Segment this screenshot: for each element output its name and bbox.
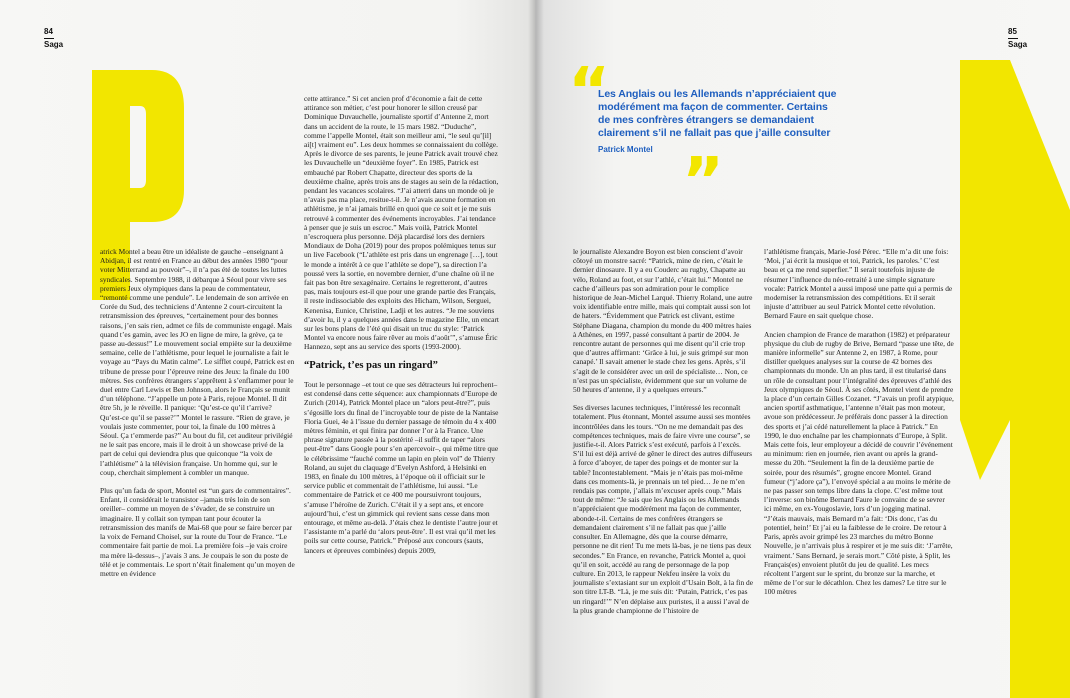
paragraph: cette attirance.” Si cet ancien prof d’économie a fait de cette attirance son métier, c’est pour honorer le sillon creusé par Dominique Duvauchelle, journaliste sportif d’Antenne 2, mort dans un accident de la route, le 15 mars 1982. “Duduche”, comme l’appelle Montel, était son meilleur ami, “le seul qu’[il] ai[t] vraiment eu”. Les deux hommes se connaissaient du collège. Après le divorce de ses parents, le jeune Patrick avait trouvé chez les Duvauchelle un “deuxième foyer”. En 1985, Patrick est embauché par Robert Chapatte, directeur des sports de la deuxième chaîne, après trois ans de stages au sein de la rédaction, pendant les vacances scolaires. “J’ai atterri dans un monde où je n’avais pas ma place, resitue-t-il. Je n’avais aucune formation en athlétisme, je n’ai jamais brillé en quoi que ce soit et je me suis retrouvé à commenter des événements incroyables. J’ai tendance à penser que je suis un escroc.” Mais voilà, Patrick Montel n’escroquera plus personne. Déjà placardisé lors des derniers Mondiaux de Doha (2019) pour des propos polémiques tenus sur un live Facebook (“L’athlète est pris dans un engrenage […], tout le monde a intérêt à ce que l’athlète se dope”), sa direction l’a poussé vers la sortie, en novembre dernier, d’une chaîne où il ne fait pas bon être sexagénaire. Certains le regretteront, d’autres pas, mais toujours est-il que pour une grande partie des Français, il reste indissociable des exploits des Hicham, Wilson, Serguei, Kenenisa, Eunice, Christine, Ladji et les autres. “Je me souviens d’avoir lu, il y a quelques années dans le magazine Elle, un encart sur les bons plans de l’été qui disait un truc du style: ‘Patrick Montel va encore nous faire rêver au mois d’août’”, s’amuse Éric Hannezo, sept ans au service des sports (1993-2000). (304, 94, 499, 352)
pull-quote-author: Patrick Montel (598, 145, 653, 154)
section-label: Saga (1008, 40, 1028, 49)
paragraph: Ancien champion de France de marathon (1982) et préparateur physique du club de rugby de Brive, Bernard “passe une tête, de manière informelle” sur Antenne 2, en 1987, à Rome, pour distiller quelques analyses sur la course de 42 bornes des championnats du monde. Un an plus tard, il est titularisé dans un rôle de consultant pour l’intégralité des épreuves d’athlé des Jeux olympiques de Séoul. À ses côtés, Montel vient de prendre la place d’un certain Gilles Cozanet. “J’avais un profil atypique, ancien sportif asthmatique, l’antenne n’était pas mon moteur, avoue son prédécesseur. Je préférais donc passer à la direction des sports et j’ai cédé naturellement la place à Patrick.” En 1990, le duo enchaîne par les championnats d’Europe, à Split. Mais cette fois, leur employeur a décidé de couvrir l’événement au minimum: rien en journée, rien avant ou après la grand-messe du 20h. “Seulement la fin de la deuxième partie de soirée, pour des résumés”, grogne encore Montel. Grand fumeur (“j’adore ça”), l’envoyé spécial a au moins le mérite de ne pas passer son temps libre dans la clope. C’est même tout l’inverse: son binôme Bernard Faure le convainc de se sevrer ici même, en ex-Yougoslavie, lors d’un jogging matinal. “J’étais mauvais, mais Bernard m’a fait: ‘Dis donc, t’as du potentiel, hein!’ Et j’ai eu la faiblesse de le croire. De retour à Paris, après avoir grimpé les 23 marches du métro Bonne Nouvelle, je n’arrivais plus à respirer et je me suis dit: ‘J’arrête, vraiment.’ Sans Bernard, je serais mort.” Côté piste, à Split, les Français(es) envoient plutôt du jeu de qualité. Les mecs récoltent l’argent sur le sprint, du bronze sur la marche, et même de l’or sur le décathlon. Chez les dames? Le titre sur le 100 mètres (764, 329, 954, 597)
paragraph: Ses diverses lacunes techniques, l’intéressé les reconnaît totalement. Plus étonnant, Montel assume aussi ses montées incontrôlées dans les tours. “On ne me demandait pas des compétences techniques, mais de faire vivre une course”, se justifie-t-il. Alors Patrick s’est exécuté, parfois à l’excès. S’il lui est déjà arrivé de gêner le direct des autres diffuseurs à force d’aboyer, de taper des poings et de monter sur la table? Incontestablement. “Mais je n’étais pas moi-même dans ces moments-là, je prennais un tel pied… Je ne m’en rendais pas compte, j’allais m’excuser après coup.” Mais tout de même: “Je sais que les Anglais ou les Allemands n’appréciaient que modérément ma façon de commenter, abonde-t-il. Certains de mes confrères étrangers se demandaient clairement s’il ne fallait pas que j’aille consulter. En Allemagne, dès que la course démarre, personne ne dit rien! Tu me mets là-bas, je ne tiens pas deux secondes.” En France, en revanche, Patrick Montel a, quoi qu’il en soit, accédé au rang de personnage de la pop culture. En 2013, le rappeur Nekfeu insère la voix du journaliste s’extasiant sur un exploit d’Usain Bolt, à la fin de son titre LT-B. “Là, je me suis dit: ‘Putain, Patrick, t’es pas un ringard!’” N’en déplaise aux puristes, il a aussi l’aval de la plus grande championne de l’histoire de (573, 403, 754, 615)
page-number: 85 (1008, 27, 1017, 36)
close-quote-mark: ” (682, 145, 725, 219)
open-quote-mark: “ (568, 55, 611, 129)
left-column-1 (100, 247, 295, 587)
page-number-85 (1008, 27, 1027, 49)
section-label: Saga (44, 40, 64, 49)
page-number: 84 (44, 27, 53, 36)
right-column-1 (573, 247, 753, 624)
pull-quote (568, 55, 838, 219)
left-column-2 (304, 94, 499, 564)
page-number-rule (44, 38, 54, 39)
pull-quote-text: Les Anglais ou les Allemands n’appréciaient que modérément ma façon de commenter. Certains de mes confrères étrangers se demandaient clairement s’il ne fallait pas que j’aille consulter (598, 88, 837, 139)
paragraph: Tout le personnage –et tout ce que ses détracteurs lui reprochent– est condensé dans cette séquence: aux championnats d’Europe de Zurich (2014), Patrick Montel place un “alors peut-être?”, puis s’égosille lors du final de l’incroyable tour de piste de la Nantaise Floria Guei, 4e à l’issue du dernier passage de témoin du 4 x 400 mètres féminin, et qui finira par donner l’or à la France. Une phrase signature passée à la postérité –il suffit de taper “alors peut-être” dans Google pour s’en apercevoir–, qui même titre que le célébrissime “fauché comme un lapin en plein vol” de Thierry Roland, au sujet du claquage d’Evelyn Ashford, à Helsinki en 1983, en finale du 100 mètres, à l’époque où il officiait sur le service public et commentait de l’athlétisme, lui aussi. “Le commentaire de Patrick et ce 400 me poursuivront toujours, s’amuse l’héroïne de Zurich. C’était il y a sept ans, et encore aujourd’hui, c’est un gimmick qui revient sans cesse dans mon entourage, et même au-delà. J’étais chez le dentiste l’autre jour et l’assistante m’a parlé du ‘alors peut-être’. Il est vrai qu’il met les poils sur cette course, Patrick.” Préposé aux concours (sauts, lancers et épreuves combinées) depuis 2009, (304, 379, 499, 555)
right-column-2 (764, 247, 954, 606)
drop-cap-m-graphic (950, 60, 1070, 698)
paragraph: atrick Montel a beau être un idéaliste de gauche –enseignant à Abidjan, il est rentré en France au début des années 1980 “pour voter Mitterrand au pouvoir”–, il n’a pas été de toutes les luttes syndicales. Septembre 1988, il débarque à Séoul pour vivre ses premiers Jeux olympiques dans la peau de commentateur, “remonté comme une pendule”. Le lendemain de son arrivée en Corée du Sud, des techniciens d’Antenne 2 court-circuitent la retransmission des épreuves, “certainement pour des bonnes raisons, j’en sais rien, admet ce fils de communiste engagé. Mais quand t’es gamin, avec les JO en ligne de mire, la grève, ça te passe au-dessus!” Le mouvement social empiète sur la deuxième semaine, celle de l’athlétisme, pour lequel le journaliste a fait le voyage au “Pays du Matin calme”. Le sifflet coupé, Patrick est en tribune de presse pour l’épreuve reine des Jeux: la finale du 100 mètres. Ses confrères étrangers s’apprêtent à s’enflammer pour le duel entre Carl Lewis et Ben Johnson, alors le Français se munit d’un téléphone. “J’appelle un pote à Paris, rejoue Montel. Il dit être 5h, je le réveille. Il panique: ‘Qu’est-ce qu’il t’arrive? Qu’est-ce qu’il se passe?’” Montel le rassure. “Rien de grave, je voulais juste commenter, pour toi, la finale du 100 mètres à Séoul. Ça t’emmerde pas?” Au bout du fil, cet auditeur privilégié ne le sait pas encore, mais il le droit à un showcase privé de la part de celui qui deviendra plus que quiconque “la voix de l’athlétisme” à la télévision française. Un homme qui, sur le coup, cherchait simplement à combler un manque. (100, 247, 295, 477)
subheading: “Patrick, t’es pas un ringard” (304, 359, 438, 371)
paragraph: le journaliste Alexandre Boyon est bien conscient d’avoir côtoyé un monstre sacré: “Patrick, mine de rien, c’était le dernier dinosaure. Il y a eu Couderc au rugby, Chapatte au vélo, Roland au foot, et sur l’athlé, c’était lui.” Montel ne cache d’ailleurs pas son admiration pour le complice historique de Jean-Michel Larqué. Thierry Roland, une autre voix identifiable entre mille, mais qui comptait aussi son lot de haters. “Évidemment que Patrick est clivant, estime Stéphane Diagana, champion du monde du 400 mètres haies à Athènes, en 1997, passé consultant à partir de 2004. Je rencontre autant de personnes qui me disent qu’il crie trop que d’autres affirmant: ‘Grâce à lui, je suis grimpé sur mon canapé.’ Il savait amener le stade chez les gens. Après, s’il s’agit de le considérer avec un œil de spécialiste… Non, ce n’est pas un spécialiste, évidemment que sur un volume de 50 heures d’antenne, il y a quelques erreurs.” (573, 247, 753, 395)
page-number-rule (1008, 38, 1018, 39)
paragraph: Plus qu’un fada de sport, Montel est “un gars de commentaires”. Enfant, il considérait le transistor –jamais très loin de son oreiller– comme un moyen de s’évader, de se construire un imaginaire. Il y collait son tympan tant pour écouter la retransmission des manifs de Mai-68 que pour se faire bercer par la voix de Fernand Choisel, sur la route du Tour de France. “Le commentaire fait partie de moi. La première fois –je vais croire ma mère là-dessus–, j’avais 3 ans. Je coupais le son du poste de télé et je commentais. Le sport n’était finalement qu’un moyen de mettre en évidence (100, 486, 295, 578)
page-number-84 (44, 27, 63, 49)
paragraph: l’athlétisme français, Marie-José Pérec. “Elle m’a dit une fois: ‘Moi, j’ai écrit la musique et toi, Patrick, les paroles.’ C’est beau et ça me rend superfier.” Il serait toutefois injuste de résumer l’influence du néo-retraité à une simple signature vocale: Patrick Montel a aussi imposé une patte qui a permis de moderniser la retransmission des compétitions. Et il serait injuste d’attribuer au seul Patrick Montel cette révolution. Bernard Faure en sait quelque chose. (764, 247, 953, 321)
